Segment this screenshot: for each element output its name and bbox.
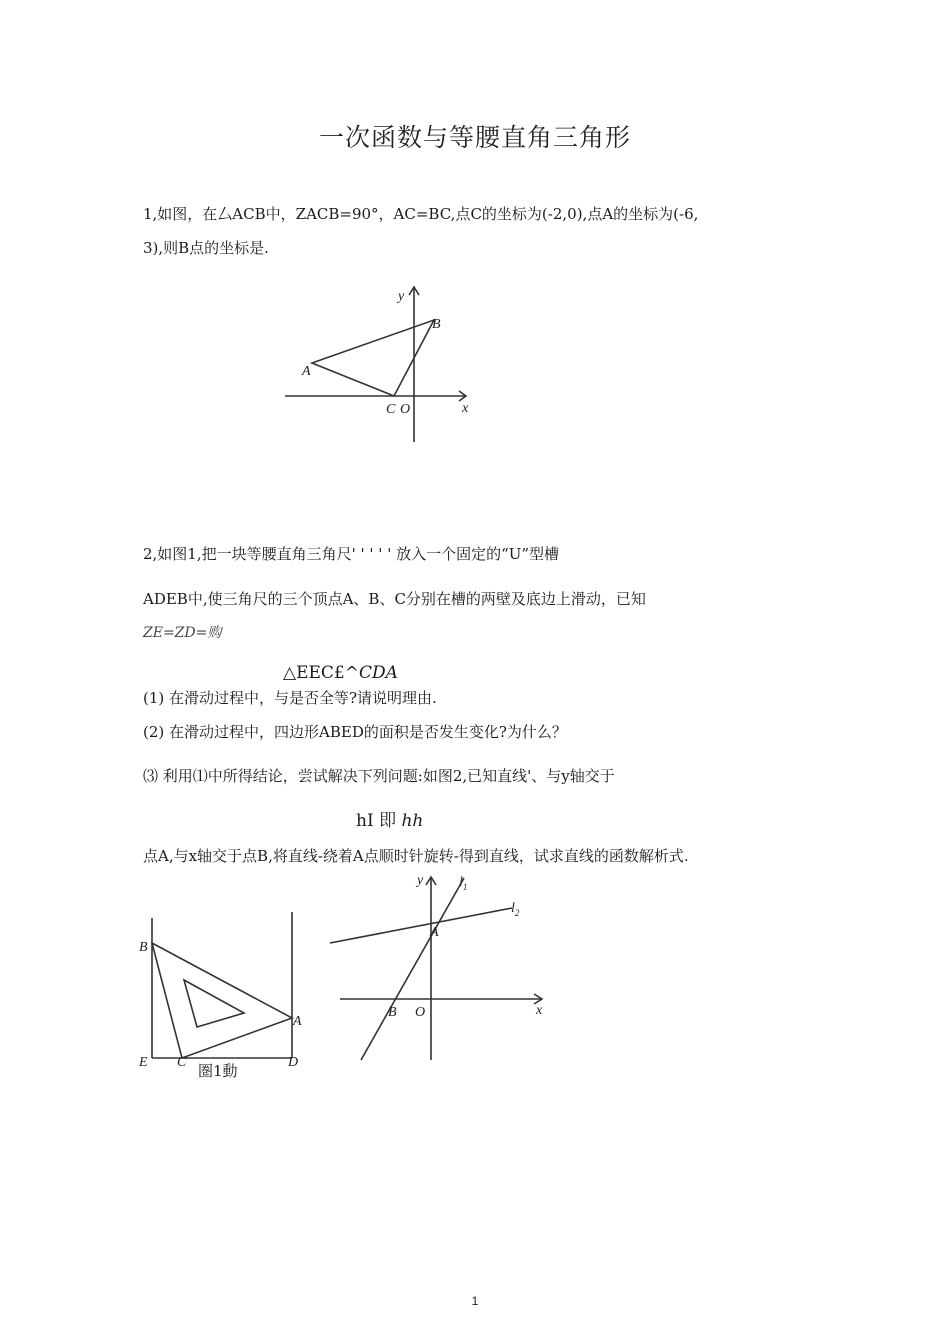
figure-1-caption: 圏1動: [198, 1062, 238, 1080]
fig2-point-c: C: [177, 1055, 187, 1070]
fig3-point-b: B: [388, 1005, 397, 1020]
fig1-point-c: C: [386, 402, 396, 417]
fig2-point-d: D: [288, 1055, 299, 1070]
q2-part3: ⑶ 利用⑴中所得结论，尝试解决下列问题:如图2,已知直线'、与y轴交于: [143, 767, 615, 785]
page-title: 一次函数与等腰直角三角形: [318, 123, 631, 152]
fig1-x-label: x: [462, 401, 469, 416]
q2-line1: 2,如图1,把一块等腰直角三角尺' ' ' ' ' 放入一个固定的“U”型槽: [143, 545, 560, 563]
q2-formula: △EEC£^CDA: [283, 663, 398, 683]
figure-3-lines: [326, 868, 558, 1064]
fig3-line-l2: $l_2$: [511, 901, 520, 918]
fig1-point-a: A: [302, 364, 311, 379]
q1-line2: 3),则B点的坐标是.: [143, 239, 269, 257]
fig1-point-b: B: [432, 317, 441, 332]
q2-last-line: 点A,与x轴交于点B,将直线-绕着A点顺时针旋转-得到直线，试求直线的函数解析式.: [143, 847, 689, 865]
fig1-y-label: y: [398, 289, 405, 304]
fig3-origin: O: [415, 1005, 426, 1020]
q2-line2: ADEB中,使三角尺的三个顶点A、B、C分别在槽的两壁及底边上滑动，已知: [143, 590, 646, 608]
q2-part2: (2) 在滑动过程中，四边形ABED的面积是否发生变化?为什么？: [143, 723, 567, 741]
fig3-y-label: y: [417, 873, 424, 888]
q2-part1: (1) 在滑动过程中，与是否全等?请说明理由.: [143, 689, 437, 707]
figure-1-coordinate-triangle: [280, 282, 480, 450]
q2-formula2: hI 即 hh: [356, 811, 424, 831]
figure-2-u-slot: [136, 908, 308, 1080]
page-number: 1: [471, 1294, 479, 1308]
fig2-point-a: A: [293, 1014, 302, 1029]
fig3-point-a: A: [430, 925, 439, 940]
q2-line3: ZE=ZD=购: [143, 625, 222, 641]
fig1-origin: O: [400, 402, 411, 417]
fig2-point-e: E: [139, 1055, 148, 1070]
fig3-x-label: x: [536, 1003, 543, 1018]
fig3-line-l1: $l_1$: [459, 875, 468, 892]
fig2-point-b: B: [139, 940, 148, 955]
q1-line1: 1,如图，在厶ACB中，ZACB=90°，AC=BC,点C的坐标为(-2,0),点A的坐标为(-6,: [143, 205, 699, 223]
